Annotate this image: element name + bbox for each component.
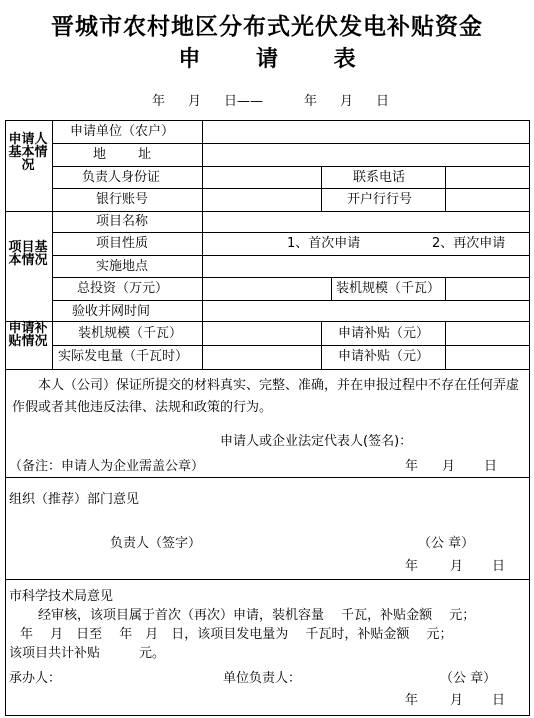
date-year-2: 年 <box>304 94 318 109</box>
bureau-seal: （公 章） <box>440 671 497 686</box>
field-label-address: 地 址 <box>93 147 166 162</box>
declaration-text: 本人（公司）保证所提交的材料真实、完整、准确，并在申报过程中不存在任何弄虚作假或者其他违反法律、法规和政策的行为。 <box>12 378 520 415</box>
field-label-id-card: 负责人身份证 <box>82 170 161 185</box>
bureau-opinion-line-2: 年 月 日至 年 月 日，该项目发电量为 千瓦时，补贴金额 元； <box>20 627 453 642</box>
field-label-project-name: 项目名称 <box>96 214 149 229</box>
field-label-phone: 联系电话 <box>353 170 406 185</box>
declaration-month: 月 <box>442 459 456 474</box>
org-opinion-label: 组织（推荐）部门意见 <box>9 492 140 507</box>
bureau-opinion-line-3: 该项目共计补贴 元。 <box>9 646 166 661</box>
declaration-signature: 申请人或企业法定代表人(签名)： <box>220 434 413 449</box>
declaration-year: 年 <box>405 459 419 474</box>
bureau-opinion-line-1: 经审核，该项目属于首次（再次）申请，装机容量 千瓦，补贴金额 元； <box>38 608 476 623</box>
date-day: 日—— <box>224 94 264 109</box>
org-opinion-month: 月 <box>450 559 464 574</box>
bureau-unit-head: 单位负责人： <box>223 671 302 686</box>
date-year: 年 <box>152 94 166 109</box>
org-opinion-signer: 负责人（签字） <box>110 536 202 551</box>
field-label-subsidy-amount-1: 申请补贴（元） <box>338 326 430 341</box>
bureau-day: 日 <box>492 693 506 708</box>
field-label-project-nature: 项目性质 <box>96 236 149 251</box>
section-label-project: 项目基本情况 <box>8 240 48 268</box>
bureau-year: 年 <box>405 693 419 708</box>
date-month: 月 <box>188 94 202 109</box>
org-opinion-day: 日 <box>492 559 506 574</box>
declaration-day: 日 <box>484 459 498 474</box>
field-label-capacity: 装机规模（千瓦） <box>336 281 441 296</box>
form-title: 晋城市农村地区分布式光伏发电补贴资金 <box>51 14 483 40</box>
field-label-subsidy-amount-2: 申请补贴（元） <box>338 349 430 364</box>
bureau-opinion-label: 市科学技术局意见 <box>9 589 114 604</box>
date-month-2: 月 <box>340 94 354 109</box>
field-label-acceptance: 验收并网时间 <box>72 304 151 319</box>
form-subtitle: 申 请 表 <box>178 47 380 72</box>
bureau-handler: 承办人： <box>9 671 62 686</box>
field-label-location: 实施地点 <box>96 259 149 274</box>
section-label-subsidy: 申请补贴情况 <box>8 321 48 349</box>
field-label-bank-code: 开户行行号 <box>347 192 413 207</box>
option-repeat-application: 2、再次申请 <box>432 236 506 251</box>
declaration-note: （备注：申请人为企业需盖公章） <box>9 459 205 474</box>
option-first-application: 1、首次申请 <box>287 236 361 251</box>
field-label-investment: 总投资（万元） <box>77 281 169 296</box>
field-label-unit: 申请单位（农户） <box>70 124 175 139</box>
field-label-generation: 实际发电量（千瓦时） <box>58 349 189 364</box>
org-opinion-seal: （公 章） <box>418 536 475 551</box>
section-label-applicant: 申请人基本情况 <box>8 132 48 173</box>
bureau-month: 月 <box>450 693 464 708</box>
field-label-subsidy-capacity: 装机规模（千瓦） <box>78 326 183 341</box>
org-opinion-year: 年 <box>405 559 419 574</box>
field-label-bank-account: 银行账号 <box>96 192 149 207</box>
date-day-2: 日 <box>376 94 390 109</box>
